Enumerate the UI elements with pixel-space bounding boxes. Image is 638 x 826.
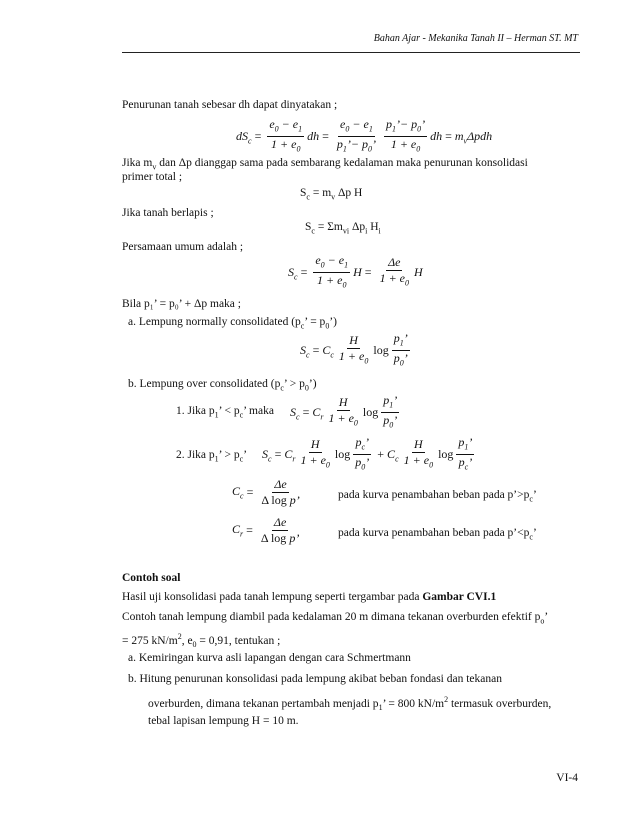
equation-nc: $S_c$ = $C_c$ H $1 + e_0$ log $p_1$’ $p_0$’ (300, 331, 408, 368)
equation-oc-case2: $S_c$ = $C_r$ H $1 + e_0$ log $p_c$’ $p_0$’ + $C_c$ H $1 + e_0$ log $p_1$’ $p_c$’ (262, 435, 473, 472)
case-2-label: 2. Jika $p_1$’ > $p_c$’ (176, 449, 248, 464)
note-cr: pada kurva penambahan beban pada $p’<p_c$’ (338, 527, 537, 542)
list-item-b: b. Lempung over consolidated ($p_c$’ > $p_0$’) (128, 378, 317, 393)
page-number: VI-4 (556, 772, 578, 784)
example-line-3: = 275 $kN/m^2$, $e_0 = 0,91$, tentukan ; (122, 632, 281, 650)
paragraph-general: Persamaan umum adalah ; (122, 241, 244, 253)
equation-cc: $C_c$ = $\frac{\Delta e}{\text{Δ log p’}}$ (232, 477, 300, 507)
equation-sc-layered: $S_c = \Sigma m_{vi}$ $\Delta p_i$ $H_i$ (305, 221, 381, 236)
equation-sc-general: $S_c$ = $\frac{e_0 - e_1}{1 + e_0}$ H = $\frac{\Delta e}{1 + e_0}$ H (288, 253, 423, 290)
case-1-label: 1. Jika $p_1$’ < $p_c$’ maka (176, 405, 274, 420)
note-cc: pada kurva penambahan beban pada $p’>p_c$’ (338, 489, 537, 504)
paragraph-mv: Jika $m_v$ dan Δp dianggap sama pada sembarang kedalaman maka penurunan konsolidasi (122, 157, 528, 172)
equation-cr: $C_r$ = $\frac{\Delta e}{\text{Δ log p’}}$ (232, 515, 300, 545)
equation-dsc: $dS_c$ = $\frac{e_0 - e_1}{1 + e_0}$ dh = $\frac{e_0 - e_1}{p_1’- p_0’}$ $p_1’- p_0$’ $1 + e_0$ dh = $m_v\Delta pdh$ (236, 117, 493, 154)
section-title: Contoh soal (122, 572, 181, 584)
paragraph-layered: Jika tanah berlapis ; (122, 207, 214, 219)
list-item-a: a. Lempung normally consolidated ($p_c$’ = $p_0$’) (128, 316, 337, 331)
paragraph-intro: Penurunan tanah sebesar dh dapat dinyatakan ; (122, 99, 338, 111)
example-line-1: Hasil uji konsolidasi pada tanah lempung seperti tergambar pada Gambar CVI.1 (122, 591, 497, 603)
paragraph-condition: Bila p₁’ = p₀’ + Δp maka ; (122, 298, 241, 310)
question-b-line2: overburden, dimana tekanan pertambah menjadi $p_1$’ = 800 $kN/m^2$ termasuk overburden, (148, 695, 552, 713)
header-rule (122, 52, 580, 53)
equation-sc-total: $S_c = m_v$ Δp H (300, 187, 363, 202)
question-b-line1: b. Hitung penurunan konsolidasi pada lempung akibat beban fondasi dan tekanan (128, 673, 502, 685)
equation-oc-case1: $S_c$ = $C_r$ H $1 + e_0$ log $p_1$’ $p_0$’ (290, 393, 398, 430)
example-line-2: Contoh tanah lempung diambil pada kedalaman 20 m dimana tekanan overburden efektif $p_o$’ (122, 611, 549, 626)
question-b-line3: tebal lapisan lempung H = 10 m. (148, 715, 299, 727)
question-a: a. Kemiringan kurva asli lapangan dengan cara Schmertmann (128, 652, 411, 664)
running-header: Bahan Ajar - Mekanika Tanah II – Herman ST. MT (373, 33, 578, 44)
paragraph-mv-line2: primer total ; (122, 171, 183, 183)
